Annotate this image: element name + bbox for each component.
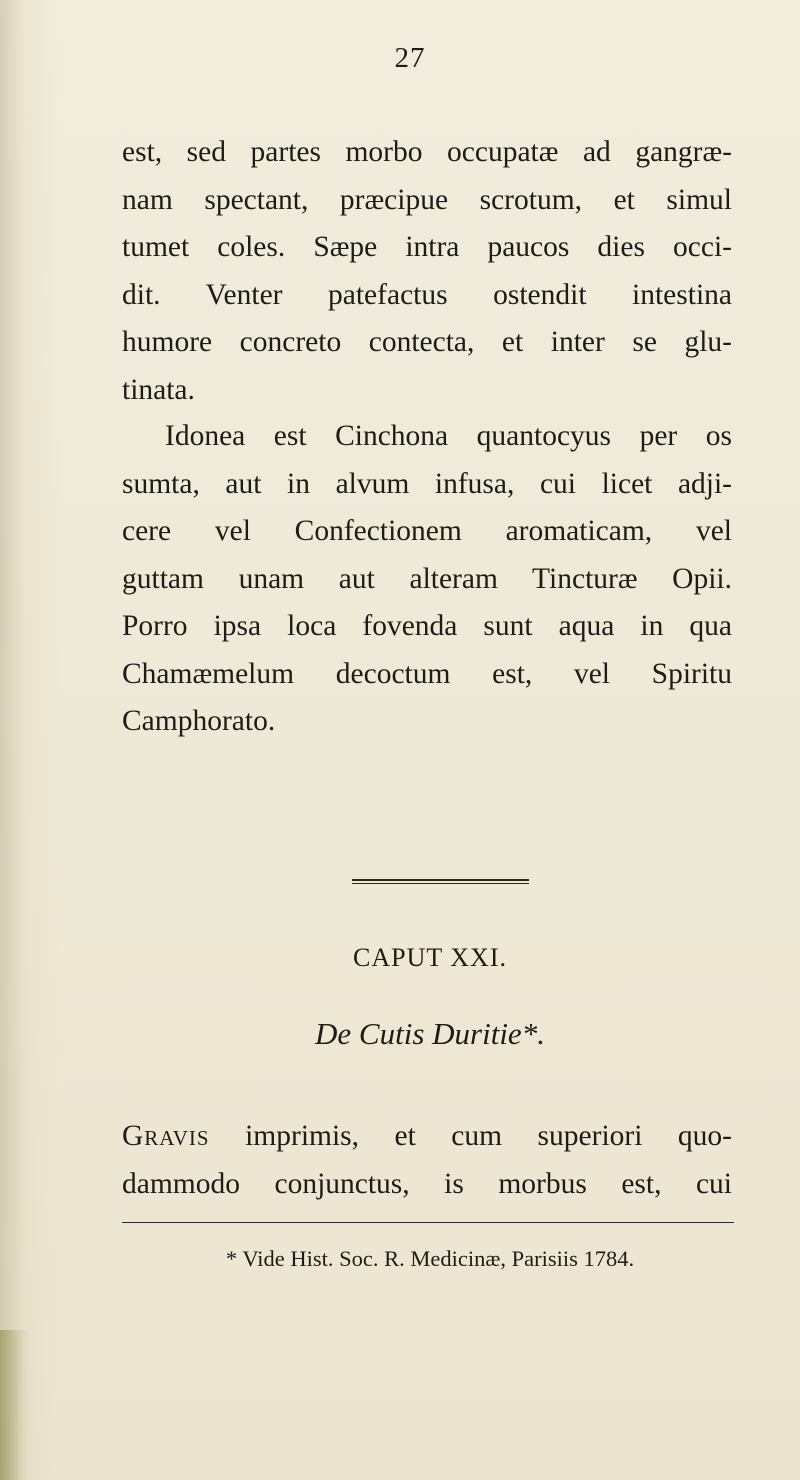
text-line: sumta, aut in alvum infusa, cui licet adji- — [122, 467, 732, 500]
text-line: cere vel Confectionem aromaticam, vel — [122, 515, 732, 547]
text-line: est, sed partes morbo occupatæ ad gangræ- — [122, 136, 732, 168]
footnote-divider — [122, 1222, 734, 1223]
footnote: * Vide Hist. Soc. R. Medicinæ, Parisiis 1784. — [225, 1246, 635, 1271]
paragraph-2 — [122, 413, 732, 746]
paragraph-1 — [122, 129, 732, 414]
chapter-title: De Cutis Duritie*. — [315, 1016, 545, 1051]
text-line: humore concreto contecta, et inter se glu- — [122, 326, 732, 358]
chapter-label: CAPUT XXI. — [353, 943, 507, 972]
text-line: Camphorato. — [122, 705, 276, 737]
text-line: guttam unam aut alteram Tincturæ Opii. — [122, 562, 732, 595]
text-line — [122, 1113, 732, 1161]
text-line: tinata. — [122, 373, 195, 406]
opening-word: Gravis — [122, 1120, 210, 1152]
chapter-divider — [352, 879, 529, 884]
text-line: dammodo conjunctus, is morbus est, cui — [122, 1167, 732, 1200]
text-line: tumet coles. Sæpe intra paucos dies occi- — [122, 231, 732, 263]
text-line: Idonea est Cinchona quantocyus per os — [165, 420, 732, 452]
page-number: 27 — [394, 42, 426, 74]
page-edge-stain — [0, 1330, 30, 1480]
text-line: Chamæmelum decoctum est, vel Spiritu — [122, 657, 732, 690]
paragraph-3 — [122, 1113, 732, 1208]
text-line: Porro ipsa loca fovenda sunt aqua in qua — [122, 610, 732, 642]
text-line: dit. Venter patefactus ostendit intestina — [122, 278, 732, 311]
text-line: nam spectant, præcipue scrotum, et simul — [122, 183, 732, 216]
text-fragment: imprimis, et cum superiori quo- — [209, 1120, 732, 1152]
